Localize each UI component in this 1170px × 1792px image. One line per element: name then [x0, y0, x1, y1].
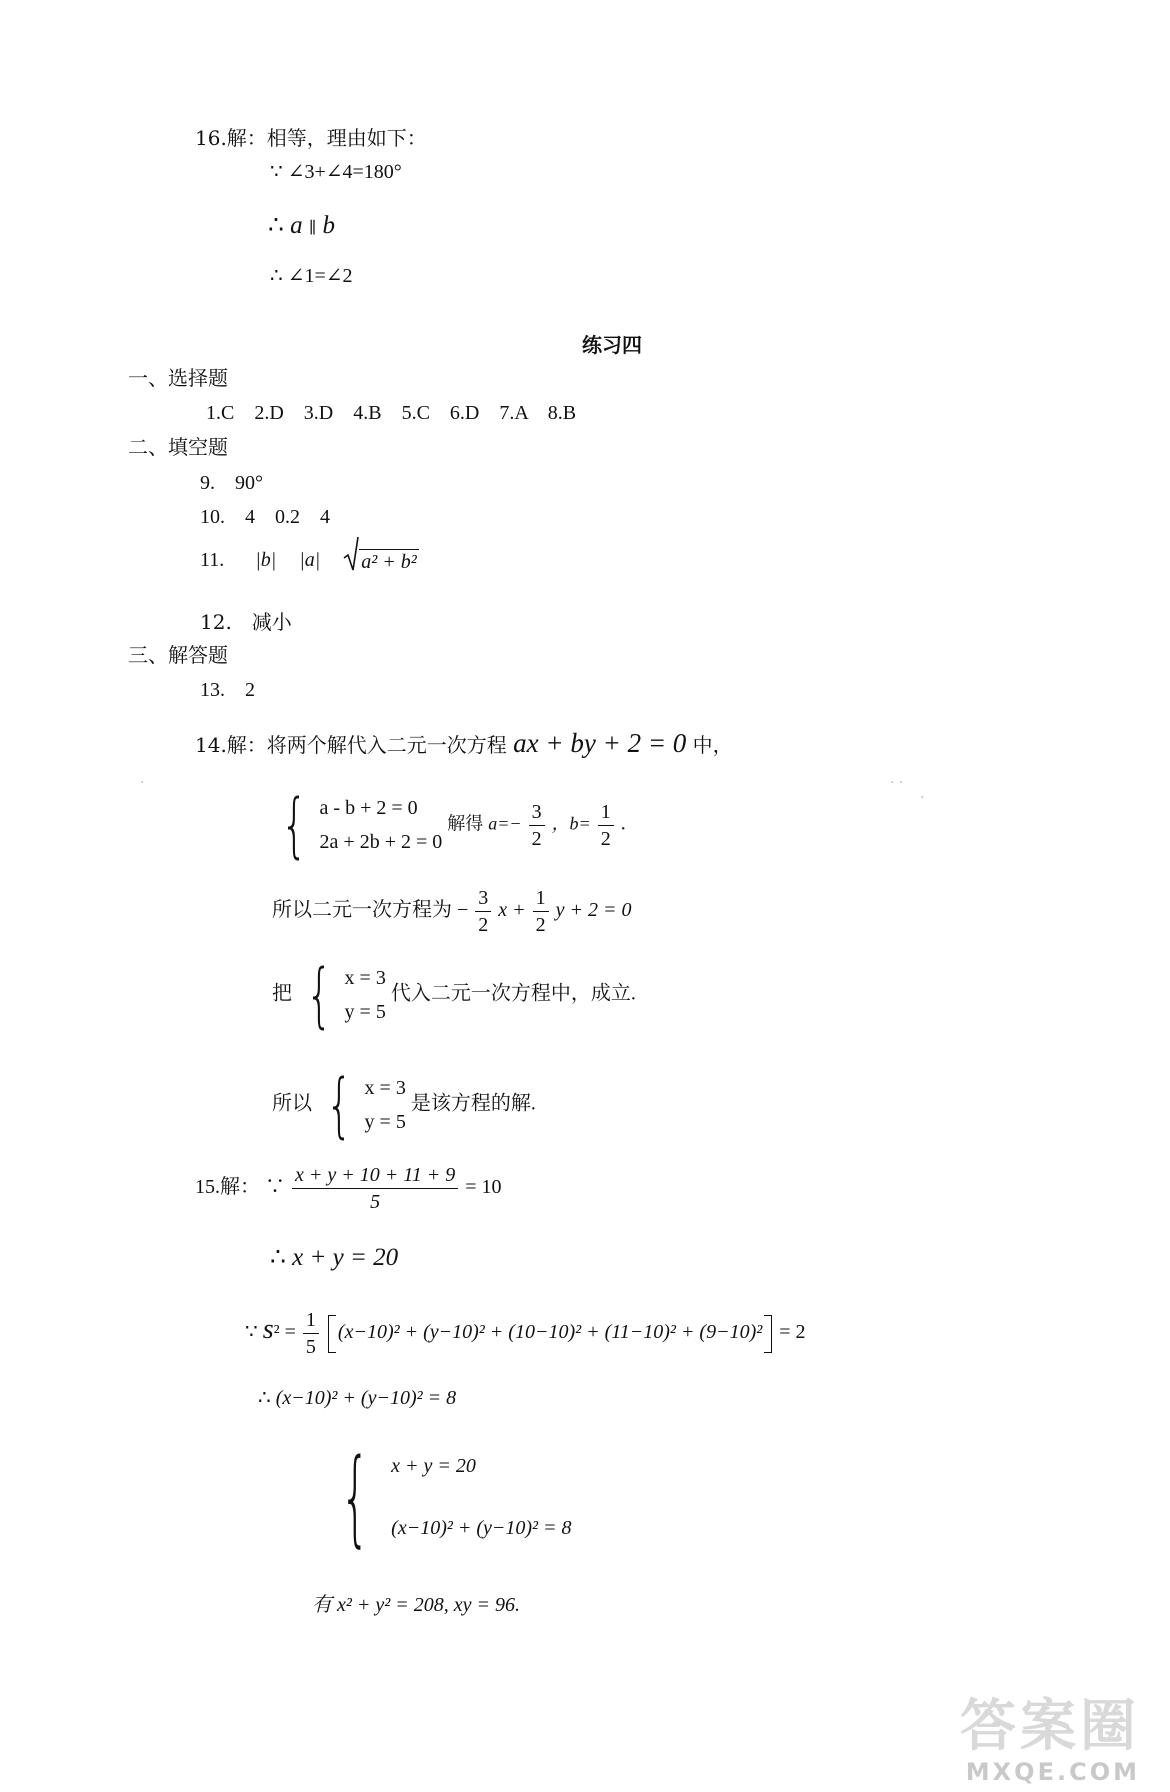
q11-abs-b: |b|: [255, 549, 277, 571]
a-equals: a=−: [488, 813, 522, 834]
q14-system-solve: [272, 784, 626, 866]
solution-x: x = 3: [364, 1077, 406, 1099]
squares-equation: (x−10)² + (y−10)² = 8: [275, 1387, 457, 1409]
therefore-symbol: ∴: [258, 1387, 271, 1409]
q12-answer: 12. 减小: [200, 610, 292, 634]
q14-conclusion: [272, 1064, 536, 1146]
b-equals: ，b=: [551, 813, 591, 834]
because-symbol: ∵: [245, 1321, 258, 1344]
because-symbol: ∵: [270, 161, 283, 183]
q15-system-row-1: x + y = 20: [391, 1455, 476, 1477]
q16-step1-text: ∠3+∠4=180°: [287, 161, 402, 183]
q11-radicand: a² + b²: [361, 551, 417, 574]
coef-y-denominator: 2: [535, 914, 546, 936]
q15-head: 15.解：: [195, 1176, 260, 1199]
mean-numerator: x + y + 10 + 11 + 9: [292, 1165, 458, 1189]
therefore-symbol: ∴: [270, 1244, 286, 1271]
so-prefix: 所以: [272, 1092, 312, 1115]
period: .: [620, 812, 626, 835]
left-brace-icon: {: [305, 954, 333, 1036]
part3-heading: 三、解答题: [128, 643, 228, 667]
system-row-1: a - b + 2 = 0: [319, 797, 418, 819]
site-watermark: [960, 1682, 1140, 1786]
parallel-symbol: ∥: [308, 220, 317, 237]
q16-line-b: b: [322, 212, 336, 239]
coef-x-fraction: [475, 888, 491, 935]
so-equation-prefix: 所以二元一次方程为: [272, 899, 452, 922]
q11-label: 11.: [200, 549, 225, 571]
q10-answer: 10. 4 0.2 4: [200, 506, 330, 528]
equation-system-q15: [322, 1436, 572, 1558]
variance-fraction: [303, 1310, 319, 1357]
therefore-symbol: ∴: [270, 265, 283, 287]
variance-rhs: = 2: [779, 1321, 806, 1344]
q16-heading: 16.解：相等，理由如下：: [195, 126, 427, 150]
q11-answer: [200, 550, 419, 572]
q15-system: [322, 1436, 572, 1558]
therefore-symbol: ∴: [268, 212, 284, 239]
watermark-url: MXQE.COM: [965, 1758, 1140, 1786]
q16-step1: [270, 162, 402, 182]
q14-heading: [195, 730, 733, 757]
mean-fraction: [292, 1165, 458, 1212]
q15-sum: [270, 1245, 398, 1270]
q14-equation: ax + by + 2 = 0: [513, 728, 687, 758]
equation-system: [272, 784, 443, 866]
coef-x-denominator: 2: [478, 914, 489, 936]
coef-x-numerator: 3: [475, 888, 491, 912]
a-fraction-denominator: 2: [531, 827, 542, 850]
q13-answer: 13. 2: [200, 679, 255, 701]
variance-terms: (x−10)² + (y−10)² + (10−10)² + (11−10)² + (9−10)²: [337, 1321, 763, 1344]
right-bracket-icon: [764, 1315, 772, 1353]
a-fraction: [529, 802, 545, 849]
sub-tail: 代入二元一次方程中，成立.: [390, 982, 636, 1005]
x-plus: x +: [498, 899, 526, 922]
minus-sign: −: [457, 899, 469, 922]
variance-equals: ² =: [273, 1321, 296, 1344]
solution-system: [297, 954, 386, 1036]
b-fraction-numerator: 1: [598, 802, 614, 826]
q15-system-row-2: (x−10)² + (y−10)² = 8: [391, 1517, 572, 1539]
left-brace-icon: {: [340, 1436, 370, 1558]
y-tail: y + 2 = 0: [555, 899, 632, 922]
part1-answers: 1.C 2.D 3.D 4.B 5.C 6.D 7.A 8.B: [206, 402, 577, 424]
variance-denominator: 5: [305, 1336, 316, 1358]
scan-speck: ·: [920, 790, 925, 806]
coef-y-numerator: 1: [533, 888, 549, 912]
part1-heading: 一、选择题: [128, 366, 228, 390]
solution-system-2: [317, 1064, 406, 1146]
left-brace-icon: {: [280, 784, 308, 866]
q14-head-tail: 中，: [692, 733, 733, 757]
left-brace-icon: {: [325, 1064, 353, 1146]
q14-head-text: 14.解：将两个解代入二元一次方程: [195, 733, 507, 757]
q16-step3-text: ∠1=∠2: [287, 265, 353, 287]
b-fraction: [598, 802, 614, 849]
radical-sign-icon: [343, 536, 359, 572]
q15-variance: [245, 1310, 806, 1357]
solution-y: y = 5: [344, 1001, 386, 1023]
b-fraction-denominator: 2: [600, 827, 611, 850]
scan-speck: ·: [140, 775, 145, 791]
part2-heading: 二、填空题: [128, 435, 228, 459]
q15-mean: [195, 1165, 502, 1212]
q16-step3: [270, 266, 353, 286]
square-root: [343, 536, 419, 572]
q14-resulting-equation: [272, 888, 632, 935]
variance-symbol: s: [262, 1314, 274, 1346]
q9-answer: 9. 90°: [200, 472, 263, 494]
solution-y: y = 5: [364, 1111, 406, 1133]
section-title: 练习四: [582, 333, 642, 357]
q14-substitute: [272, 954, 636, 1036]
q11-abs-a: |a|: [299, 549, 321, 571]
a-fraction-numerator: 3: [529, 802, 545, 826]
sum-equation: x + y = 20: [292, 1244, 399, 1271]
q15-final: [312, 1595, 520, 1615]
mean-rhs: = 10: [465, 1176, 502, 1199]
sub-prefix: 把: [272, 982, 292, 1005]
q16-line-a: a: [290, 212, 303, 239]
watermark-logo: 答案圈: [960, 1694, 1140, 1759]
left-bracket-icon: [328, 1315, 336, 1353]
q15-squares: [258, 1388, 456, 1408]
because-symbol: ∵: [265, 1176, 285, 1199]
final-result: 有 x² + y² = 208, xy = 96.: [312, 1594, 520, 1616]
mean-denominator: 5: [370, 1191, 381, 1213]
solution-x: x = 3: [344, 967, 386, 989]
variance-numerator: 1: [303, 1310, 319, 1334]
system-row-2: 2a + 2b + 2 = 0: [319, 831, 443, 853]
scan-speck: · ·: [890, 775, 904, 791]
so-tail: 是该方程的解.: [410, 1092, 536, 1115]
coef-y-fraction: [533, 888, 549, 935]
solve-label: 解得: [447, 813, 484, 834]
q16-step2: [268, 213, 335, 238]
